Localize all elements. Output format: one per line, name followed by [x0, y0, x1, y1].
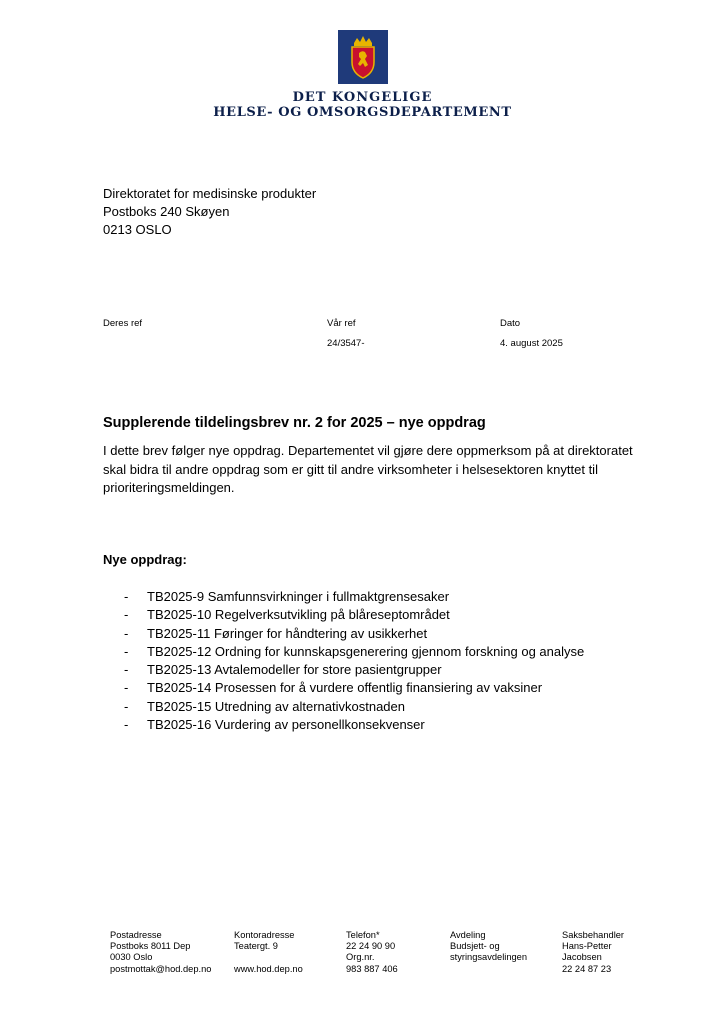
footer-department: Avdeling Budsjett- og styringsavdelingen: [450, 930, 528, 963]
intro-line: prioriteringsmeldingen.: [103, 480, 235, 495]
ministry-name-line1: DET KONGELIGE: [292, 90, 433, 105]
ref-var: [327, 318, 365, 349]
dato-label: Dato: [500, 318, 521, 329]
recipient-city: 0213 OSLO: [103, 222, 172, 237]
task-item: - TB2025-9 Samfunnsvirkninger i fullmaktgrensesaker: [124, 589, 450, 604]
footer-email[interactable]: postmottak@hod.dep.no: [110, 963, 212, 974]
deres-ref-label: Deres ref: [103, 318, 143, 329]
footer-office: Kontoradresse Teatergt. 9 www.hod.dep.no: [234, 930, 303, 974]
footer-caseworker: Saksbehandler Hans-Petter Jacobsen 22 24 87 23: [562, 930, 625, 974]
recipient-name: Direktoratet for medisinske produkter: [103, 186, 317, 201]
task-item: - TB2025-11 Føringer for håndtering av usikkerhet: [124, 625, 428, 641]
var-ref-label: Vår ref: [327, 318, 356, 329]
footer-phone: Telefon* 22 24 90 90 Org.nr. 983 887 406: [346, 930, 398, 974]
task-item: - TB2025-15 Utredning av alternativkostnaden: [124, 698, 405, 714]
ref-dato: [500, 318, 563, 349]
intro-line: skal bidra til andre oppdrag som er gitt til andre virksomheter i helsesektoren knyttet til: [103, 461, 598, 477]
task-item: - TB2025-13 Avtalemodeller for store pasientgrupper: [124, 662, 442, 678]
intro-paragraph: [103, 442, 663, 498]
dato-value: 4. august 2025: [500, 338, 563, 349]
recipient-address: [103, 185, 316, 239]
letter-title: Supplerende tildelingsbrev nr. 2 for 2025 – nye oppdrag: [103, 415, 486, 431]
footer-postal: Postadresse Postboks 8011 Dep 0030 Oslo postmottak@hod.dep.no: [110, 930, 212, 974]
task-item: - TB2025-16 Vurdering av personellkonsekvenser: [124, 717, 425, 733]
task-item: - TB2025-12 Ordning for kunnskapsgenerering gjennom forskning og analyse: [124, 643, 585, 659]
ministry-name-line2: HELSE- OG OMSORGSDEPARTEMENT: [213, 105, 512, 120]
task-item: - TB2025-10 Regelverksutvikling på blåreseptområdet: [124, 607, 450, 623]
footer-website[interactable]: www.hod.dep.no: [234, 963, 303, 974]
ref-deres: [103, 318, 142, 332]
task-item: - TB2025-14 Prosessen for å vurdere offentlig finansiering av vaksiner: [124, 680, 543, 696]
letterhead: [0, 30, 725, 120]
recipient-street: Postboks 240 Skøyen: [103, 204, 230, 219]
var-ref-value: 24/3547-: [327, 338, 365, 349]
task-list: [103, 588, 584, 734]
coat-of-arms-icon: [338, 30, 388, 84]
tasks-heading: Nye oppdrag:: [103, 552, 187, 567]
intro-line: I dette brev følger nye oppdrag. Departementet vil gjøre dere oppmerksom på at direktoratet: [103, 443, 633, 458]
